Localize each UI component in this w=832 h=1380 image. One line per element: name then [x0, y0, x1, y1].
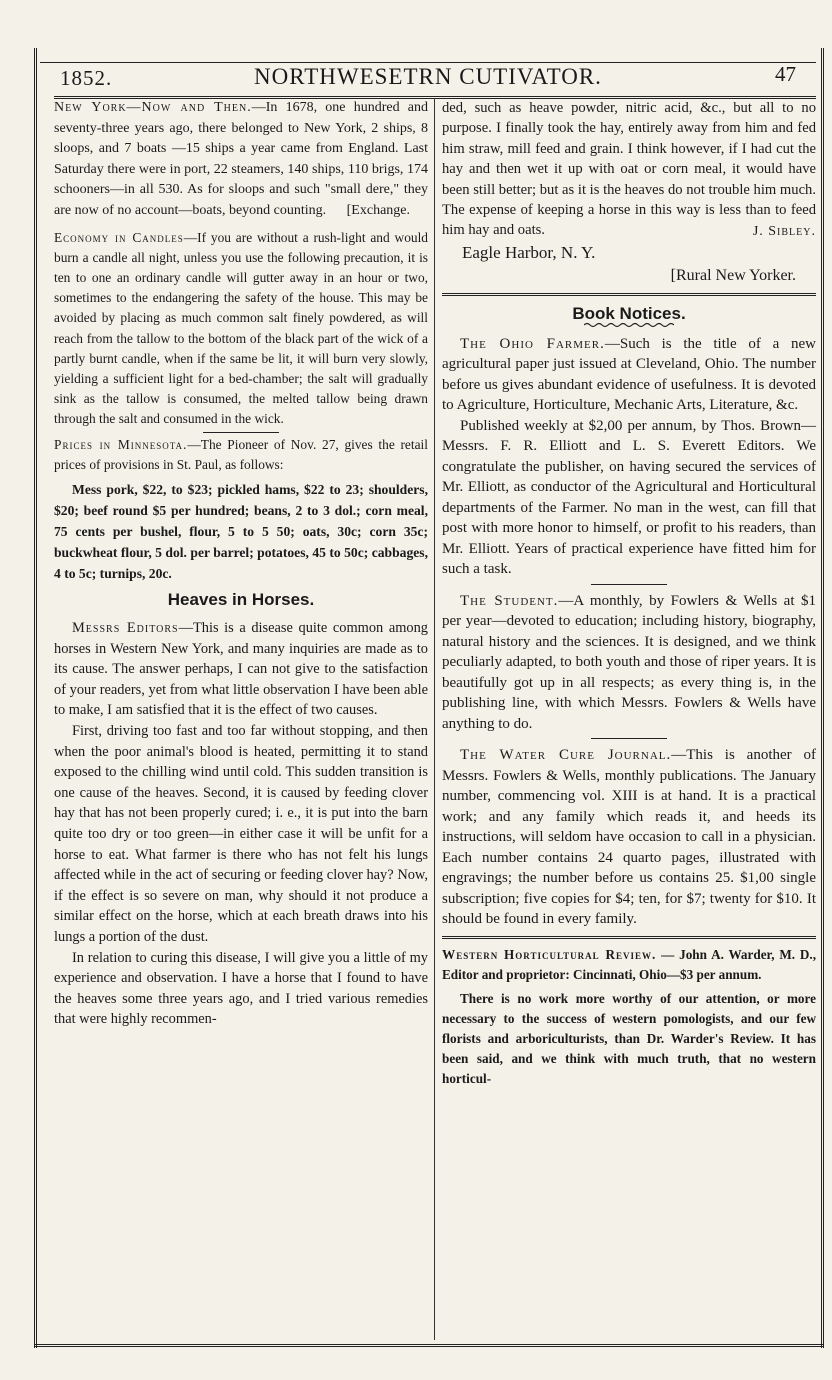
- new-york-source: [Exchange.: [346, 202, 410, 218]
- column-divider: [434, 98, 435, 1340]
- bottom-rule: [34, 1344, 824, 1347]
- heaves-salutation: Messrs Editors: [72, 620, 179, 636]
- book-notices-title: Book Notices.: [572, 303, 686, 323]
- publication-title: NORTHWESETRN CUTIVATOR.: [254, 64, 602, 89]
- western-review-intro: Western Horticultural Review. — John A. Warder, M. D., Editor and proprietor: Cincinnati, Ohio—$3 per annum.: [442, 946, 816, 982]
- separator: [591, 584, 667, 585]
- water-cure-notice: The Water Cure Journal.—This is another of Messrs. Fowlers & Wells, monthly publications. The January number, commencing vol. XIII is at hand. It is a practical work; and any family which reads it, and heeds its instructions, will seldom have occasion to call in a physician. Each number contains 24 quarto pages, illustrated with engravings; the number before us contains 25. $1,00 single subscription; five copies for $4; ten, for $7; twenty for $10. It should be found in every family.: [442, 747, 816, 928]
- heaves-source: [Rural New Yorker.: [670, 266, 796, 284]
- top-rule: [40, 62, 816, 63]
- heaves-continuation: ded, such as heave powder, nitric acid, &c., but all to no purpose. I finally took the hay, entirely away from him and fed him straw, mill feed and grain. I think however, if I had cut the hay and then wet it up with oat or corn meal, it would have been still better; but as it is the heaves do not trouble him much. The expense of keeping a horse in this way is less than to feed him hay and oats.: [442, 100, 816, 239]
- heaves-p2: First, driving too fast and too far without stopping, and then when the poor animal's blood is heated, permitting it to stand exposed to the chilling wind until cold. This sudden transition is one cause of the heaves. Second, it is caused by feeding clover hay that has not been properly cured; i. e., it is put into the barn quite too dry or too green—in either case it will be unfit for a horse to eat. What farmer is there who has not felt his lungs affected while in the act of securing or feeding clover hay? Now, if the effect is so severe on man, why should it not produce a similar effect on the horse, which at each breath draws into his lungs a portion of the dust.: [54, 722, 428, 945]
- year: 1852.: [60, 66, 113, 90]
- page-number: 47: [775, 62, 796, 86]
- candles-heading: Economy in Candles: [54, 229, 184, 245]
- new-york-text: —In 1678, one hundred and seventy-three years ago, there belonged to New York, 2 ships, 8 sloops, and 7 boats —15 ships a year came from England. Last Saturday there were in port, 22 steamers, 140 ships, 110 brigs, 174 schooners—in all 530. As for sloops and such "small dere," they are now of no account—boats, beyond counting.: [54, 100, 429, 218]
- prices-intro: —The Pioneer of Nov. 27, gives the retail prices of provisions in St. Paul, as follows:: [54, 436, 428, 472]
- heaves-p3: In relation to curing this disease, I will give you a little of my experience and observation. I have a horse that I found to have the heaves some three years ago, and I tried various remedies that were highly recommen-: [54, 949, 428, 1028]
- signature: J. Sibley.: [752, 223, 816, 239]
- ohio-farmer-heading: The Ohio Farmer.: [460, 335, 605, 352]
- right-column: [442, 98, 816, 1089]
- prices-list: Mess pork, $22, to $23; pickled hams, $22 to 23; shoulders, $20; beef round $5 per hundred; beans, 2 to 3 dol.; corn meal, 75 cents per bushel, flour, 5 to 5 50; oats, 30c; corn 35c; buckwheat flour, 5 dol. per barrel; potatoes, 45 to 50c; cabbages, 4 to 5c; turnips, 20c.: [54, 482, 428, 581]
- masthead: [60, 64, 796, 94]
- student-notice: The Student.—A monthly, by Fowlers & Wells at $1 per year—devoted to education; including history, biography, natural history and the sciences. It is designed, and we think peculiarly adapted, to both youth and those of riper years. It is beautifully got up in all respects; as every thing is, in the publishing line, with which Messrs. Fowlers & Wells have anything to do.: [442, 592, 816, 732]
- place: Eagle Harbor, N. Y.: [462, 242, 596, 262]
- prices-heading: Prices in Minnesota.: [54, 436, 188, 452]
- western-review-text: There is no work more worthy of our attention, or more necessary to the success of western pomologists, and our few florists and arboriculturists, than Dr. Warder's Review. It has been said, and we think with much truth, that no western horticul-: [442, 990, 816, 1086]
- double-rule: [442, 293, 816, 296]
- candles-article: [54, 228, 428, 430]
- separator: [591, 738, 667, 739]
- double-rule: [442, 936, 816, 939]
- heaves-title: Heaves in Horses.: [167, 590, 315, 609]
- ohio-farmer-p2: Published weekly at $2,00 per annum, by Thos. Brown—Messrs. F. R. Elliott and L. S. Everett Editors. We congratulate the publisher, on having secured the services of Mr. Elliott, as conductor of the Agricultural and Horticultural departments of the Farmer. No man in the west, can fill that post with more honor to himself, or profit to his readers, than Mr. Elliott. Years of practical experience have fitted him for such a task.: [442, 417, 816, 578]
- heaves-p1: Messrs Editors—This is a disease quite common among horses in Western New York, and many inquiries are made as to its cause. The answer perhaps, I can not give to the satisfaction of your readers, yet from what little observation I have been able to make, I am satisfied that it is the effect of two causes.: [54, 620, 428, 719]
- prices-article: [54, 435, 428, 475]
- western-review-heading: Western Horticultural Review.: [442, 946, 657, 962]
- separator: [203, 432, 279, 433]
- student-heading: The Student.: [460, 592, 559, 609]
- candles-text: —If you are without a rush-light and would burn a candle all night, unless you use the following precaution, it is ten to one an ordinary candle will gutter away in an hour or two, sometimes to the endangering the safety of the house. This may be avoided by placing as much common salt finely powdered, as will reach from the tallow to the bottom of the black part of the wick of a partly burnt candle, when if the same be lit, it will burn very slowly, yielding a sufficient light for a bed-chamber; the salt will gradually sink as the tallow is consumed, the melted tallow being drawn through the salt and consumed in the wick.: [54, 229, 429, 427]
- left-column: [54, 98, 428, 1030]
- new-york-article: [54, 98, 428, 222]
- new-york-heading: New York—Now and Then.: [54, 100, 252, 115]
- water-cure-heading: The Water Cure Journal.: [460, 747, 672, 764]
- ohio-farmer-p1: The Ohio Farmer.—Such is the title of a new agricultural paper just issued at Cleveland, Ohio. The number before us gives abundant evidence of usefulness. It is devoted to Agriculture, Horticulture, Mechanic Arts, Literature, &c.: [442, 335, 816, 414]
